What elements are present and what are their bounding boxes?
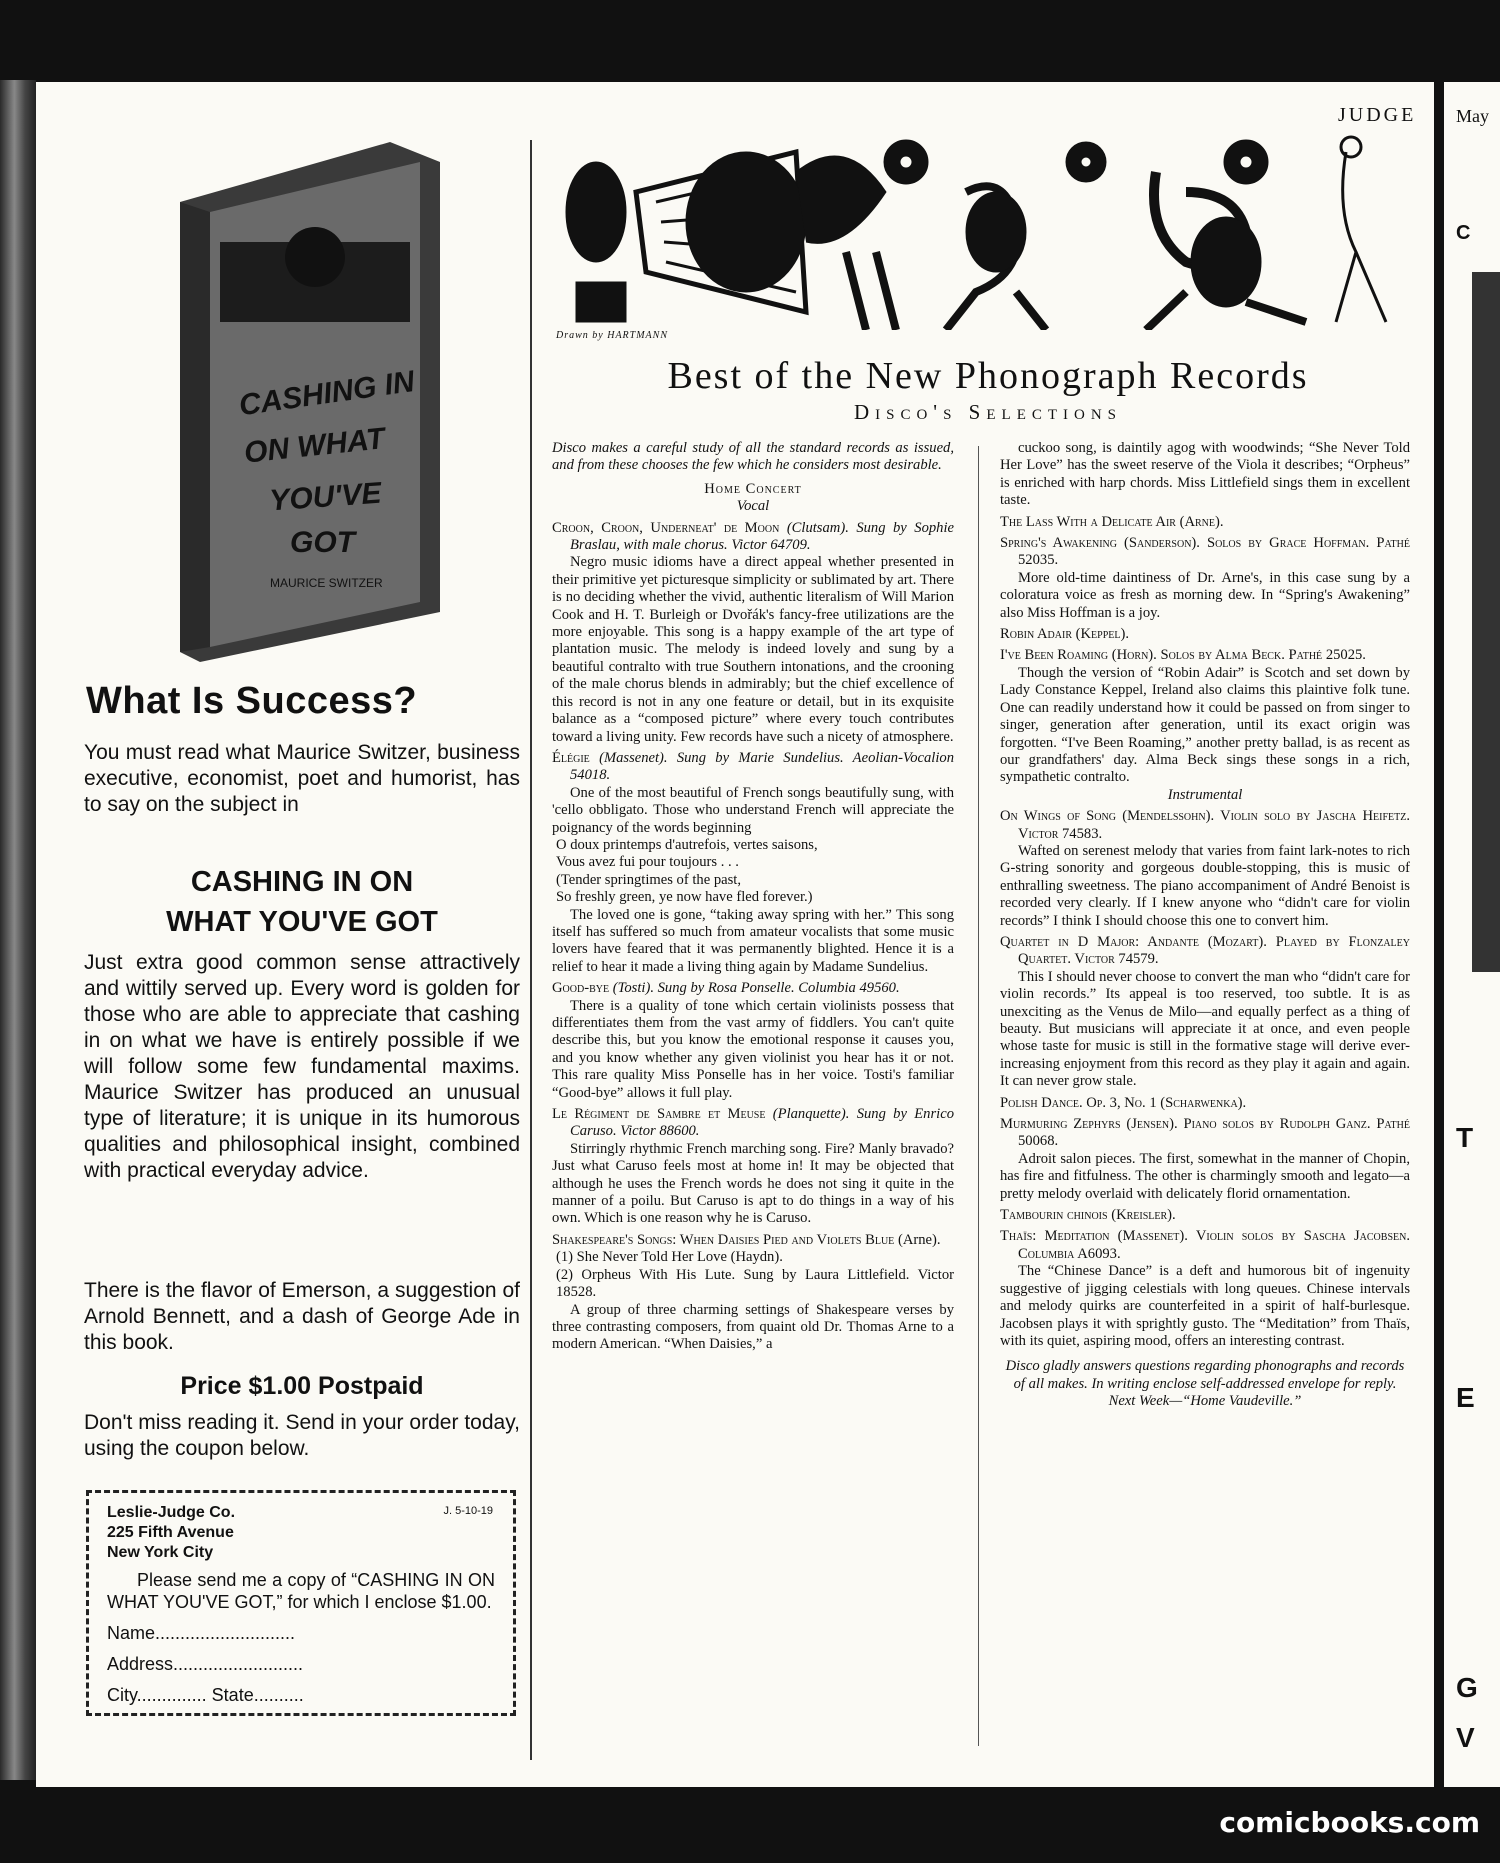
article-column-2 bbox=[1000, 440, 1410, 1411]
coupon-name-field[interactable]: Name............................ bbox=[107, 1623, 296, 1643]
ad-intro: You must read what Maurice Switzer, business executive, economist, poet and humorist, has to say on the subject in bbox=[84, 741, 520, 816]
ad-body-text-2: There is the flavor of Emerson, a suggestion of Arnold Bennett, and a dash of George Ade in this book. bbox=[84, 1279, 520, 1354]
record-title: Robin Adair (Keppel). bbox=[1000, 626, 1130, 643]
record-entry bbox=[552, 520, 954, 555]
record-review: Negro music idioms have a direct appeal whether presented in their primitive yet picturesque simplicity or sublimated by art. There is no deciding whether the vivid, authentic literalism of Will Marion Cook and H. T. Burleigh or Dvořák's fancy-free utilizations are the more enjoyable. This song is a happy example of the art type of plantation music. The melody is indeed lovely and sung by a beautiful contralto with true Southern intonations, and the crooning of the male chorus blends in admirably; but the chief excellence of this record is not in any one feature or detail, but in its exquisite balance as a “composed picture” where every touch contributes toward a living unity. Few records have such a nicety of atmosphere. bbox=[552, 554, 954, 745]
book-binding bbox=[0, 80, 36, 1780]
verse-line: So freshly green, ye now have fled forever.) bbox=[556, 889, 813, 906]
section-heading: Home Concert bbox=[704, 480, 802, 497]
next-page-fragment: T bbox=[1456, 1122, 1474, 1153]
illustration-credit: Drawn by HARTMANN bbox=[556, 330, 668, 341]
coupon-company: Leslie-Judge Co. bbox=[107, 1504, 236, 1521]
section-subheading: Instrumental bbox=[1167, 786, 1243, 803]
record-title: Quartet in D Major: Andante (Mozart). Played by Flonzaley Quartet. Victor 74579. bbox=[1000, 933, 1410, 968]
ad-headline: What Is Success? bbox=[86, 680, 418, 722]
ad-call-to-action: Don't miss reading it. Send in your order today, using the coupon below. bbox=[84, 1411, 520, 1460]
ad-book-title-line1: CASHING IN ON bbox=[190, 866, 414, 898]
magazine-name: JUDGE bbox=[1338, 104, 1417, 126]
next-page-fragment: E bbox=[1456, 1382, 1475, 1413]
record-title: The Lass With a Delicate Air (Arne). bbox=[1000, 513, 1224, 530]
book-illustration bbox=[140, 142, 440, 662]
record-title: Polish Dance. Op. 3, No. 1 (Scharwenka). bbox=[1000, 1094, 1247, 1111]
next-page-edge bbox=[1444, 82, 1500, 1787]
record-title: Spring's Awakening (Sanderson). Solos by Grace Hoffman. Pathé 52035. bbox=[1000, 535, 1410, 569]
article-column-1 bbox=[552, 440, 954, 1354]
svg-text:CASHING IN: CASHING IN bbox=[236, 365, 417, 423]
record-review: Wafted on serenest melody that varies from faint lark-notes to rich G-string sonority and gorgeous double-stopping, this is music of enthralling sweetness. The piano accompaniment of André Benoist is recorded very clearly. If I knew anyone who “didn't care for violin records” I think I should choose this one to convert him. bbox=[1000, 842, 1410, 929]
record-entry bbox=[552, 1106, 954, 1141]
next-page-image bbox=[1472, 272, 1500, 972]
record-title: I've Been Roaming (Horn). Solos by Alma Beck. Pathé 25025. bbox=[1000, 647, 1366, 664]
ad-body-text: Just extra good common sense attractively and wittily served up. Every word is golden for those who are able to appreciate that cashing in on what we have is entirely possible if we will follow some few fundamental maxims. Maurice Switzer has produced an unusual type of literature; it is unique in its humorous qualities and philosophical insight, combined with practical everyday advice. bbox=[84, 951, 520, 1182]
ad-book-title-line2: WHAT YOU'VE GOT bbox=[166, 906, 438, 938]
record-title: Tambourin chinois (Kreisler). bbox=[1000, 1207, 1176, 1224]
next-week-note: Next Week—“Home Vaudeville.” bbox=[1108, 1393, 1302, 1410]
record-review: Adroit salon pieces. The first, somewhat in the manner of Chopin, has fire and fitfulness. The other is charmingly smooth and legato—a pretty melody overlaid with delicately florid ornamentation. bbox=[1000, 1150, 1410, 1202]
record-review: A group of three charming settings of Shakespeare verses by three contrasting composers, from quaint old Dr. Thomas Arne to a modern American. “When Daisies,” a bbox=[552, 1301, 954, 1353]
next-page-month: May bbox=[1456, 106, 1489, 126]
order-coupon[interactable] bbox=[86, 1490, 516, 1716]
next-page-fragment: G bbox=[1456, 1672, 1478, 1703]
record-title: Élégie bbox=[552, 749, 590, 766]
record-meta: (Arne). bbox=[897, 1231, 941, 1248]
column-divider bbox=[530, 140, 532, 1760]
record-review: This I should never choose to convert the man who “didn't care for violin records.” Its appeal is too reserved, too subtle. It is as unexciting as the Venus de Milo—and equally perfect as a thing of beauty. But musicians will appreciate it at once, and even people whose taste for music is still in the formative stage will derive ever-increasing enjoyment from this record as they play it again and again. It can never grow stale. bbox=[1000, 968, 1410, 1090]
record-meta: (Massenet). Sung by Marie Sundelius. Aeolian-Vocalion 54018. bbox=[570, 749, 955, 784]
verse-line: O doux printemps d'autrefois, vertes saisons, bbox=[556, 836, 818, 853]
article-footer-note: Disco gladly answers questions regarding phonographs and records of all makes. In writing enclose self-addressed envelope for reply. bbox=[1005, 1358, 1405, 1392]
article-column-rule bbox=[978, 446, 979, 1746]
coupon-city: New York City bbox=[107, 1544, 214, 1561]
record-entry bbox=[552, 750, 954, 785]
record-title: Croon, Croon, Underneat' de Moon bbox=[552, 519, 780, 536]
next-page-fragment: C bbox=[1456, 222, 1471, 244]
record-meta: (Tosti). Sung by Rosa Ponselle. Columbia 49560. bbox=[612, 980, 900, 997]
record-review: One of the most beautiful of French songs beautifully sung, with 'cello obbligato. Those who understand French will appreciate the poignancy of the words beginning bbox=[552, 784, 954, 836]
section-subheading: Vocal bbox=[736, 498, 770, 515]
ad-price: Price $1.00 Postpaid bbox=[180, 1372, 424, 1400]
svg-text:ON WHAT: ON WHAT bbox=[242, 422, 387, 470]
article-intro: Disco makes a careful study of all the standard records as issued, and from these chooses the few which he considers most desirable. bbox=[552, 440, 954, 474]
record-title: Shakespeare's Songs: When Daisies Pied and Violets Blue bbox=[552, 1231, 895, 1248]
verse-line: Vous avez fui pour toujours . . . bbox=[556, 854, 739, 871]
dancing-figures-illustration bbox=[546, 132, 1426, 330]
svg-text:YOU'VE: YOU'VE bbox=[268, 476, 383, 518]
next-page-fragment: V bbox=[1456, 1722, 1475, 1753]
record-meta: (Clutsam). Sung by Sophie Braslau, with male chorus. Victor 64709. bbox=[570, 519, 954, 554]
record-review: The “Chinese Dance” is a deft and humorous bit of ingenuity suggestive of jigging celestials with long queues. Chinese intervals and melody quirks are counterfeited in a spirit of half-burlesque. Jacobsen plays it with sprightly gusto. The “Meditation” from Thaïs, with its quiet, aspiring mood, offers an interesting contrast. bbox=[1000, 1263, 1410, 1349]
record-title: Good-bye bbox=[552, 980, 610, 997]
record-review: More old-time daintiness of Dr. Arne's, in this case sung by a coloratura voice as fresh as morning dew. In “Spring's Awakening” also Miss Hoffman is a joy. bbox=[1000, 569, 1410, 621]
ad-book-title bbox=[84, 862, 520, 942]
site-watermark: comicbooks.com bbox=[1219, 1806, 1480, 1839]
coupon-street: 225 Fifth Avenue bbox=[107, 1524, 234, 1541]
record-title: Thaïs: Meditation (Massenet). Violin solos by Sascha Jacobsen. Columbia A6093. bbox=[1000, 1228, 1410, 1262]
record-title: On Wings of Song (Mendelssohn). Violin solo by Jascha Heifetz. Victor 74583. bbox=[1000, 808, 1410, 842]
article-subtitle: Disco's Selections bbox=[853, 400, 1123, 424]
svg-text:GOT: GOT bbox=[290, 526, 355, 559]
article-title: Best of the New Phonograph Records bbox=[667, 355, 1309, 397]
record-review: cuckoo song, is daintily agog with woodwinds; “She Never Told Her Love” has the sweet reserve of the Viola it describes; “Orpheus” is enriched with harp chords. Miss Littlefield sings them in excellent taste. bbox=[1000, 440, 1410, 509]
coupon-address-field[interactable]: Address.......................... bbox=[107, 1654, 304, 1674]
record-review: Stirringly rhythmic French marching song. Fire? Manly bravado? Just what Caruso feels most at home in! It may be objected that although he uses the French words he does not sing it quite in the manner of a poilu. But Caruso is apt to do things in a way of his own. Which is one reason why he is Caruso. bbox=[552, 1140, 954, 1227]
record-entry bbox=[552, 980, 954, 997]
coupon-city-state-field[interactable]: City.............. State.......... bbox=[107, 1685, 304, 1705]
record-subtitle: (1) She Never Told Her Love (Haydn). bbox=[556, 1249, 783, 1266]
record-review: There is a quality of tone which certain violinists possess that differentiates them from the vast army of fiddlers. You can't quite describe this, but you know the emotional response it causes you, and you know whether any given violinist you hear has it or not. This rare quality Miss Ponselle has in her voice. Tosti's familiar “Good-bye” allows it full play. bbox=[552, 997, 954, 1101]
record-title: Le Régiment de Sambre et Meuse bbox=[552, 1106, 766, 1123]
record-meta: (Planquette). Sung by Enrico Caruso. Victor 88600. bbox=[570, 1106, 954, 1140]
coupon-request: Please send me a copy of “CASHING IN ON WHAT YOU'VE GOT,” for which I enclose $1.00. bbox=[107, 1570, 495, 1612]
book-author-text: MAURICE SWITZER bbox=[270, 576, 383, 590]
record-review: Though the version of “Robin Adair” is Scotch and set down by Lady Constance Keppel, Ireland also claims this plaintive folk tune. One can readily understand how it could be passed on from singer to singer, generation after generation, until its exact origin was forgotten. “I've Been Roaming,” another pretty ballad, is as recent as our grandfathers' day. Alma Beck sings these songs in a rich, sympathetic contralto. bbox=[1000, 664, 1410, 786]
record-title: Murmuring Zephyrs (Jensen). Piano solos by Rudolph Ganz. Pathé 50068. bbox=[1000, 1116, 1410, 1150]
verse-line: (Tender springtimes of the past, bbox=[556, 871, 742, 888]
record-review: The loved one is gone, “taking away spring with her.” This song itself has suffered so much from amateur vocalists that some music lovers have feared that it was permanently blighted. Hence it is a relief to hear it made a living thing again by Madame Sundelius. bbox=[552, 906, 954, 975]
record-subtitle: (2) Orpheus With His Lute. Sung by Laura Littlefield. Victor 18528. bbox=[556, 1266, 954, 1301]
record-entry bbox=[552, 1232, 954, 1249]
coupon-code: J. 5-10-19 bbox=[443, 1505, 493, 1517]
